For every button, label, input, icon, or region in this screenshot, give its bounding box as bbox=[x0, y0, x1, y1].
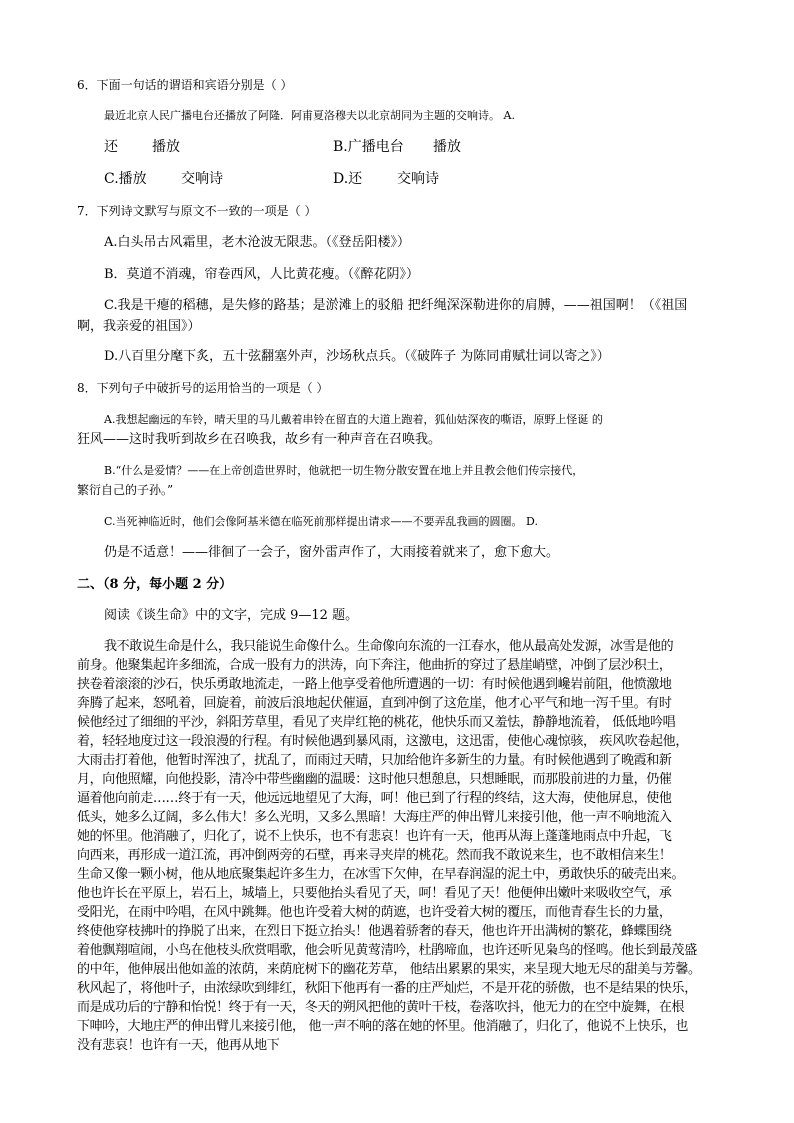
q7-option-a: A.白头吊古风霜里，老木沧波无限悲。（《登岳阳楼》） bbox=[104, 235, 411, 250]
q7-option-b: B．莫道不消魂，帘卷西风，人比黄花瘦。（《醉花阴》） bbox=[104, 267, 420, 282]
q8-option-a-line2: 狂风——这时我听到故乡在召唤我，故乡有一种声音在召唤我。 bbox=[77, 432, 442, 447]
passage-line: 没有悲哀！也许有一天，他再从地下 bbox=[77, 1038, 280, 1053]
q6-option-c-word1: C.播放 bbox=[104, 171, 147, 187]
q8-option-d: 仍是不适意！——徘徊了一会子，窗外雷声作了，大雨接着就来了，愈下愈大。 bbox=[104, 545, 560, 560]
passage-line: 下呻吟，大地庄严的伸出臂儿来接引他， 他一声不响的落在她的怀里。他消融了，归化了，他说不上快乐，也 bbox=[77, 1019, 688, 1034]
passage-line: 他也许长在平原上，岩石上，城墙上，只要他抬头看见了天，呵！看见了天！他便伸出嫩叶来吸收空气，承 bbox=[77, 886, 672, 901]
q7-option-c-line1: C.我是干瘪的稻穗，是失修的路基；是淤滩上的驳船 把纤绳深深勒进你的肩膊，——祖国啊！（《祖国 bbox=[104, 298, 688, 313]
q7-option-d: D.八百里分麾下炙，五十弦翻塞外声，沙场秋点兵。（《破阵子 为陈同甫赋壮词以寄之》） bbox=[104, 349, 610, 364]
passage-line: 候他经过了细细的平沙，斜阳芳草里，看见了夹岸红艳的桃花，他快乐而又羞怯，静静地流着， 低低地吟唱 bbox=[77, 715, 676, 730]
passage-line: 她的怀里。他消融了，归化了，说不上快乐，也不有悲哀！也许有一天，他再从海上蓬蓬地雨点中升起，飞 bbox=[77, 829, 672, 844]
passage-line: 着，轻轻地度过这一段浪漫的行程。有时候他遇到暴风雨，这激电，这迅雷，使他心魂惊骇， 疾风吹卷起他， bbox=[77, 734, 688, 749]
q6-option-d-word2: 交响诗 bbox=[397, 171, 439, 187]
q6-option-d-word1: D.还 bbox=[333, 171, 363, 187]
q8-stem: 8．下列句子中破折号的运用恰当的一项是（ ） bbox=[77, 381, 329, 395]
q6-stem: 6．下面一句话的谓语和宾语分别是（ ） bbox=[77, 78, 293, 92]
q6-option-a-word1: 还 bbox=[104, 139, 118, 155]
q8-option-b-line2: 繁衍自己的子孙。” bbox=[77, 483, 174, 497]
passage-line: 挟卷着滚滚的沙石，快乐勇敢地流走，一路上他享受着他所遭遇的一切：有时候他遇到巉岩前阻，他愤激地 bbox=[77, 677, 672, 692]
reading-instruction: 阅读《谈生命》中的文字，完成 9—12 题。 bbox=[104, 608, 359, 623]
q7-option-c-line2: 啊，我亲爱的祖国》） bbox=[77, 319, 201, 334]
q8-option-a-line1: A.我想起幽远的车铃，晴天里的马儿戴着串铃在留直的大道上跑着，狐仙姑深夜的嘶语，原野上怪诞 的 bbox=[104, 413, 603, 426]
q6-option-b-word2: 播放 bbox=[433, 139, 461, 155]
passage-line: 我不敢说生命是什么，我只能说生命像什么。生命像向东流的一江春水，他从最高处发源，冰雪是他的 bbox=[104, 639, 674, 654]
passage-line: 奔腾了起来，怒吼着，回旋着，前波后浪地起伏催逼，直到冲倒了这危崖，他才心平气和地一泻千里。有时 bbox=[77, 696, 672, 711]
q8-option-b-line1: B.“什么是爱情？——在上帝创造世界时，他就把一切生物分散安置在地上并且教会他们传宗接代， bbox=[104, 464, 584, 477]
passage-line: 生命又像一颗小树，他从地底聚集起许多生力，在冰雪下欠伸，在早春润湿的泥土中，勇敢快乐的破壳出来。 bbox=[77, 867, 685, 882]
q7-stem: 7．下列诗文默写与原文不一致的一项是（ ） bbox=[77, 204, 317, 218]
section-heading: 二、（8 分，每小题 2 分） bbox=[77, 577, 233, 592]
passage-line: 而是成功后的宁静和怡悦！终于有一天，冬天的朔风把他的黄叶干枝，卷落吹抖，他无力的在空中旋舞，在根 bbox=[77, 1000, 685, 1015]
passage-line: 着他飘翔喧闹，小鸟在他枝头欣赏唱歌，他会听见黄莺清吟，杜鹃啼血，也许还听见枭鸟的怪鸣。他长到最茂盛 bbox=[77, 943, 697, 958]
passage-line: 向西来，再形成一道江流，再冲倒两旁的石壁，再来寻夹岸的桃花。然而我不敢说来生，也不敢相信来生！ bbox=[77, 848, 672, 863]
passage-line: 的中年，他伸展出他如盖的浓荫，来荫庇树下的幽花芳草， 他结出累累的果实，来呈现大地无尽的甜美与芳馨。 bbox=[77, 962, 701, 977]
passage-line: 秋风起了，将他叶子，由浓绿吹到绯红，秋阳下他再有一番的庄严灿烂，不是开花的骄傲，也不是结果的快乐， bbox=[77, 981, 697, 996]
q6-option-a-word2: 播放 bbox=[152, 139, 180, 155]
q6-option-c-word2: 交响诗 bbox=[181, 171, 223, 187]
q6-sentence: 最近北京人民广播电台还播放了阿隆．阿甫夏洛穆夫以北京胡同为主题的交响诗。 A. bbox=[104, 109, 515, 122]
passage-line: 月，向他照耀，向他投影，清冷中带些幽幽的温暖：这时他只想憩息，只想睡眠，而那股前进的力量，仍催 bbox=[77, 772, 672, 787]
passage-line: 受阳光，在雨中吟唱，在风中跳舞。他也许受着大树的荫遮，也许受着大树的覆压，而他青春生长的力量， bbox=[77, 905, 672, 920]
passage-line: 低头，她多么辽阔，多么伟大！多么光明，又多么黑暗！大海庄严的伸出臂儿来接引他，他一声不响地流入 bbox=[77, 810, 672, 825]
passage-line: 前身。他聚集起许多细流，合成一股有力的洪涛，向下奔注，他曲折的穿过了悬崖峭壁，冲倒了层沙积土， bbox=[77, 658, 672, 673]
passage-line: 终使他穿枝拂叶的挣脱了出来，在烈日下挺立抬头！他遇着骄奢的春天，他也许开出满树的繁花，蜂蝶围绕 bbox=[77, 924, 672, 939]
passage-line: 大雨击打着他，他暂时浑浊了，扰乱了，而雨过天晴，只加给他许多新生的力量。有时候他遇到了晚霞和新 bbox=[77, 753, 672, 768]
q6-option-b-word1: B.广播电台 bbox=[333, 139, 404, 155]
q8-option-c: C.当死神临近时，他们会像阿基米德在临死前那样提出请求——不要弄乱我画的圆圈。 D. bbox=[104, 515, 538, 528]
passage-line: 逼着他向前走……终于有一天，他远远地望见了大海，呵！他已到了行程的终结，这大海，使他屏息，使他 bbox=[77, 791, 672, 806]
